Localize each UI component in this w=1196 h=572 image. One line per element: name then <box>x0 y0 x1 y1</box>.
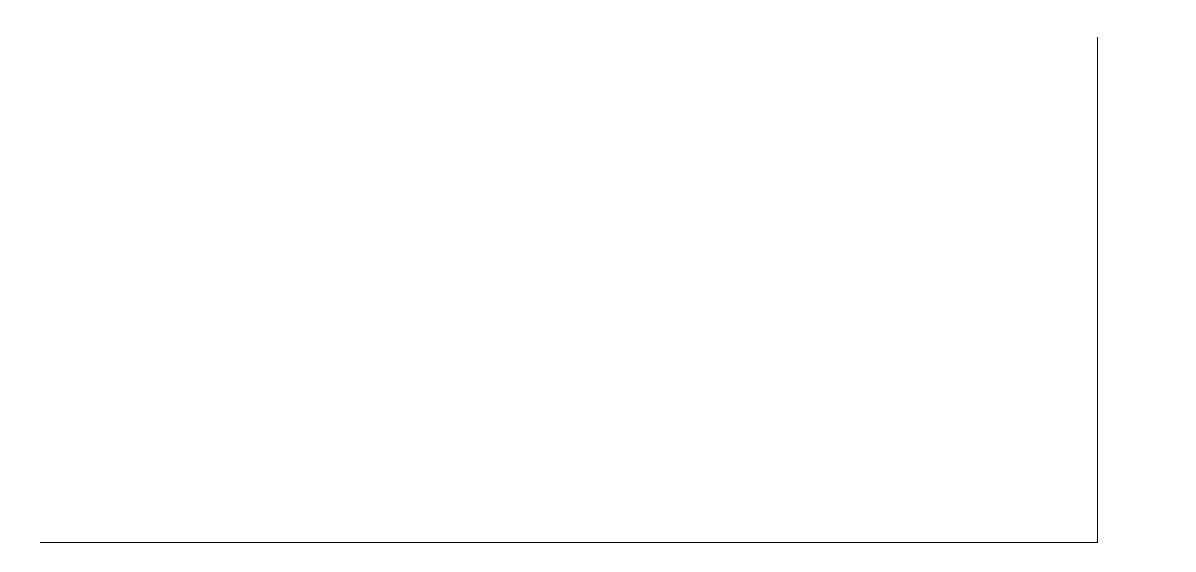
y-axis-labels <box>0 37 34 543</box>
heatmap-grid <box>40 37 1098 543</box>
colorbar <box>1107 37 1157 543</box>
x-axis-labels <box>40 547 1098 567</box>
